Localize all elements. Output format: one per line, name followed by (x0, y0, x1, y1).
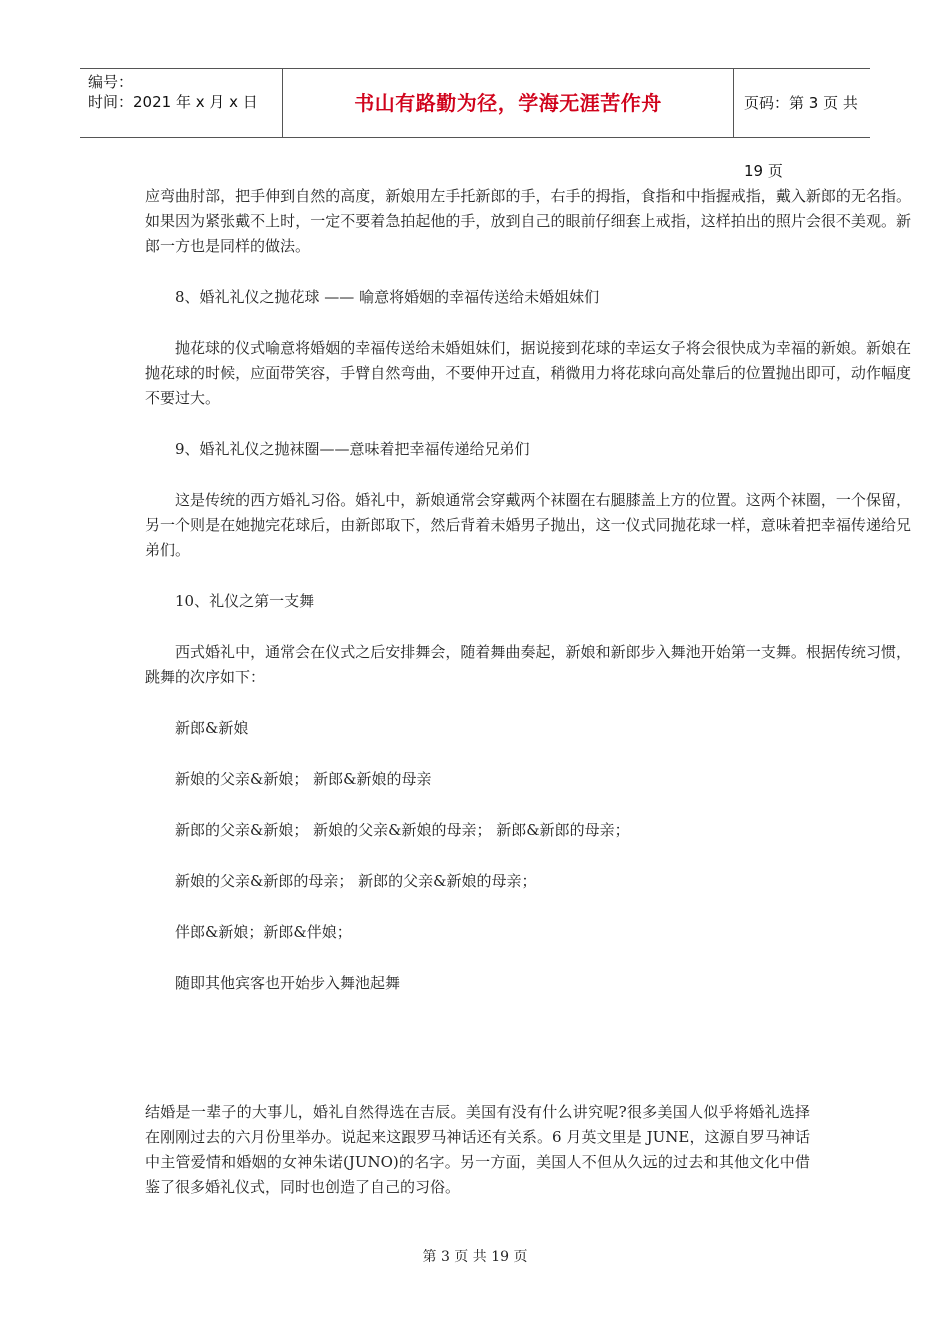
body-paragraph: 应弯曲肘部，把手伸到自然的高度，新娘用左手托新郎的手，右手的拇指，食指和中指握戒指，戴入新郎的无名指。如果因为紧张戴不上时，一定不要着急拍起他的手，放到自己的眼前仔细套上戒指，这样拍出的照片会很不美观。新郎一方也是同样的做法。 (145, 187, 911, 255)
number-label: 编号： (88, 73, 134, 91)
dance-order-item: 新娘的父亲&新郎的母亲； 新郎的父亲&新娘的母亲； (175, 872, 537, 890)
document-body (145, 184, 911, 1022)
dance-order-item: 随即其他宾客也开始步入舞池起舞 (175, 974, 401, 992)
page-footer: 第 3 页 共 19 页 (422, 1249, 528, 1265)
dance-order-item: 新郎&新娘 (175, 719, 249, 737)
dance-order-item: 新娘的父亲&新娘； 新郎&新娘的母亲 (175, 770, 432, 788)
section-heading: 10、礼仪之第一支舞 (175, 592, 315, 610)
header-meta-cell (80, 69, 282, 137)
page-info: 页码：第 3 页 共 19 页 (744, 94, 858, 180)
dance-order-item: 新郎的父亲&新娘； 新娘的父亲&新娘的母亲； 新郎&新郎的母亲； (175, 821, 630, 839)
time-label: 时间：2021 年 x 月 x 日 (88, 93, 258, 111)
body-paragraph: 西式婚礼中，通常会在仪式之后安排舞会，随着舞曲奏起，新娘和新郎步入舞池开始第一支舞。根据传统习惯，跳舞的次序如下： (145, 643, 911, 686)
body-paragraph: 这是传统的西方婚礼习俗。婚礼中，新娘通常会穿戴两个袜圈在右腿膝盖上方的位置。这两个袜圈，一个保留，另一个则是在她抛完花球后，由新郎取下，然后背着未婚男子抛出，这一仪式同抛花球一样，意味着把幸福传递给兄弟们。 (145, 491, 911, 559)
header-slogan-cell (282, 69, 734, 137)
body-paragraph: 抛花球的仪式喻意将婚姻的幸福传送给未婚姐妹们，据说接到花球的幸运女子将会很快成为幸福的新娘。新娘在抛花球的时候，应面带笑容，手臂自然弯曲，不要伸开过直，稍微用力将花球向高处靠后的位置抛出即可，动作幅度不要过大。 (145, 339, 911, 407)
slogan: 书山有路勤为径，学海无涯苦作舟 (354, 91, 662, 115)
section-heading: 9、婚礼礼仪之抛袜圈——意味着把幸福传递给兄弟们 (175, 440, 530, 458)
page-header (80, 68, 870, 180)
section-heading: 8、婚礼礼仪之抛花球 —— 喻意将婚姻的幸福传送给未婚姐妹们 (175, 288, 600, 306)
bottom-paragraph: 结婚是一辈子的大事儿，婚礼自然得选在吉辰。美国有没有什么讲究呢?很多美国人似乎将婚礼选择在刚刚过去的六月份里举办。说起来这跟罗马神话还有关系。6 月英文里是 JUNE，这源自罗马神话中主管爱情和婚姻的女神朱诺(JUNO)的名字。另一方面，美国人不但从久远的过去和其他文化中借鉴了很多婚礼仪式，同时也创造了自己的习俗。 (145, 1103, 810, 1196)
dance-order-item: 伴郎&新娘；新郎&伴娘； (175, 923, 352, 941)
